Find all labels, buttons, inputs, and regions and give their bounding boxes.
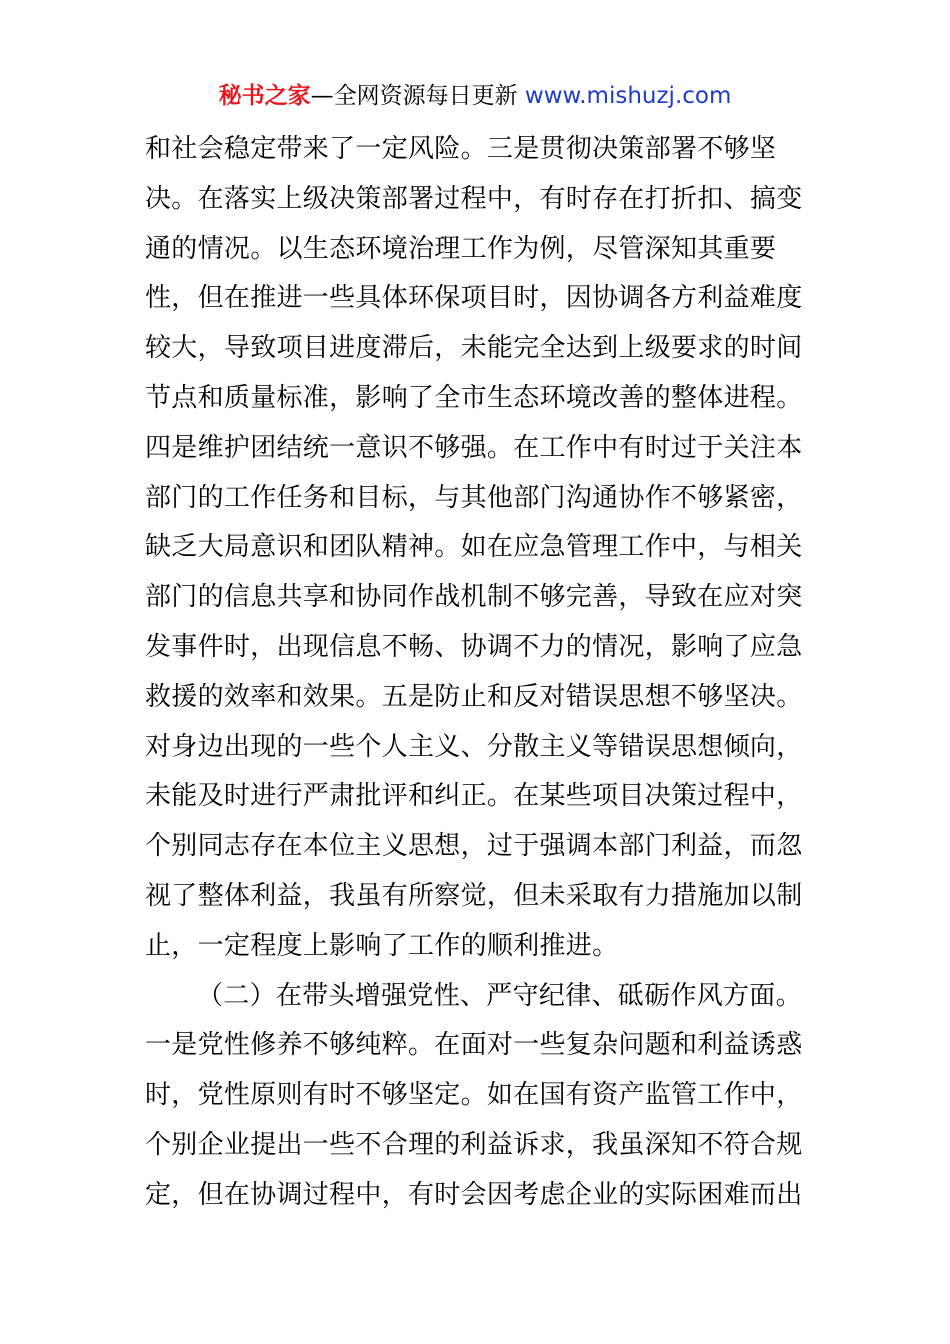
text-line: 对身边出现的一些个人主义、分散主义等错误思想倾向， [145, 731, 803, 762]
text-line: 发事件时，出现信息不畅、协调不力的情况，影响了应急 [145, 631, 803, 662]
text-line: 较大，导致项目进度滞后，未能完全达到上级要求的时间 [145, 333, 803, 364]
text-line: 部门的工作任务和目标，与其他部门沟通协作不够紧密， [145, 482, 803, 513]
header-slogan: —全网资源每日更新 [310, 83, 518, 109]
text-line: 决。在落实上级决策部署过程中，有时存在打折扣、搞变 [145, 183, 803, 214]
text-line: 个别同志存在本位主义思想，过于强调本部门利益，而忽 [145, 831, 803, 862]
text-line: 视了整体利益，我虽有所察觉，但未采取有力措施加以制 [145, 880, 803, 911]
site-url[interactable]: www.mishuzj.com [524, 83, 732, 109]
text-line: 四是维护团结统一意识不够强。在工作中有时过于关注本 [145, 432, 803, 463]
section-heading: （二）在带头增强党性、严守纪律、砥砺作风方面。 [197, 980, 802, 1011]
text-line: 时，党性原则有时不够坚定。如在国有资产监管工作中， [145, 1080, 803, 1111]
text-line: 未能及时进行严肃批评和纠正。在某些项目决策过程中， [145, 781, 803, 812]
text-line: 止，一定程度上影响了工作的顺利推进。 [145, 930, 619, 961]
text-line: 性，但在推进一些具体环保项目时，因协调各方利益难度 [145, 283, 803, 314]
text-line: 通的情况。以生态环境治理工作为例，尽管深知其重要 [145, 233, 777, 264]
text-line: 节点和质量标准，影响了全市生态环境改善的整体进程。 [145, 382, 803, 413]
text-line: 和社会稳定带来了一定风险。三是贯彻决策部署不够坚 [145, 134, 777, 164]
text-line: 缺乏大局意识和团队精神。如在应急管理工作中，与相关 [145, 532, 803, 563]
text-line: 个别企业提出一些不合理的利益诉求，我虽深知不符合规 [145, 1129, 803, 1160]
text-line: 部门的信息共享和协同作战机制不够完善，导致在应对突 [145, 582, 803, 613]
text-line: 定，但在协调过程中，有时会因考虑企业的实际困难而出 [145, 1179, 803, 1210]
text-line: 救援的效率和效果。五是防止和反对错误思想不够坚决。 [145, 681, 803, 712]
document-body [145, 125, 815, 1221]
text-line: 一是党性修养不够纯粹。在面对一些复杂问题和利益诱惑 [145, 1030, 803, 1061]
brand-name: 秘书之家 [218, 83, 311, 109]
site-header [0, 80, 950, 112]
